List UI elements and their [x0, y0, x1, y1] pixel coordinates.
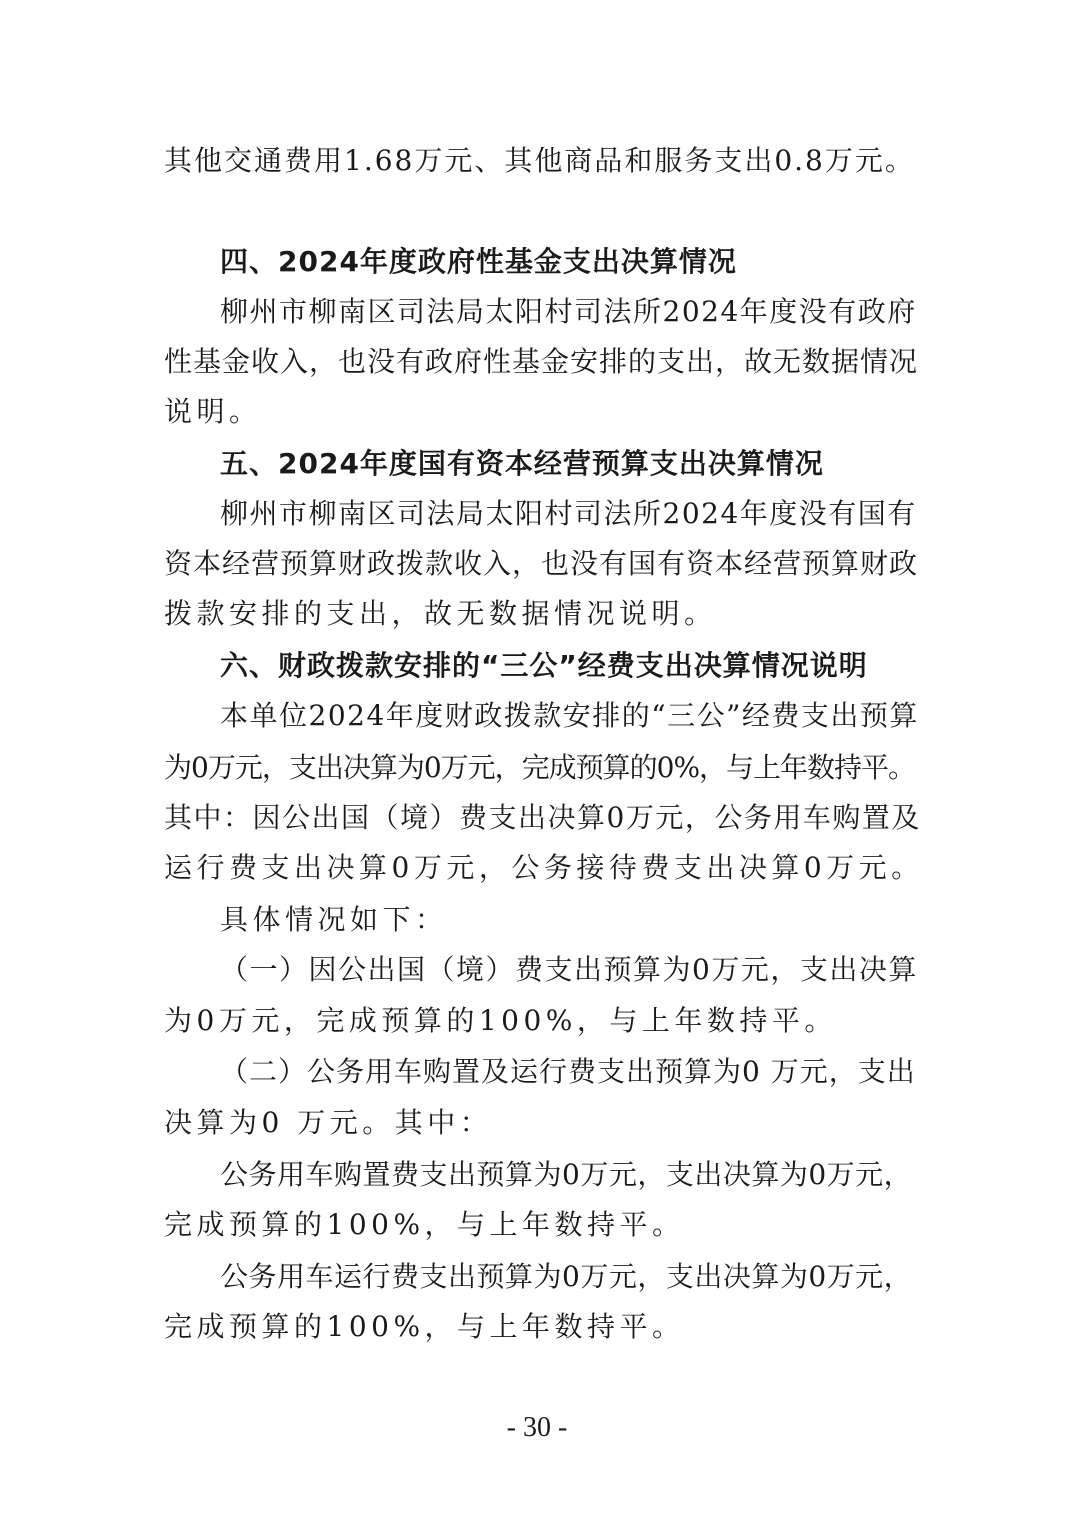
section-heading-4: 四、2024年度政府性基金支出决算情况 — [220, 245, 737, 278]
text-line: 拨款安排的支出，故无数据情况说明。 — [164, 597, 717, 630]
text-line: 柳州市柳南区司法局太阳村司法所2024年度没有政府 — [220, 295, 917, 328]
text-line: 其中：因公出国（境）费支出决算0万元，公务用车购置及 — [164, 801, 921, 834]
text-line: 其他交通费用1.68万元、其他商品和服务支出0.8万元。 — [164, 144, 915, 177]
text-line: 为0万元，完成预算的100%，与上年数持平。 — [164, 1004, 837, 1037]
text-line: （二）公务用车购置及运行费支出预算为0 万元，支出 — [220, 1055, 916, 1088]
text-line: 公务用车运行费支出预算为0万元，支出决算为0万元， — [220, 1260, 913, 1293]
text-line: 完成预算的100%，与上年数持平。 — [164, 1208, 685, 1241]
section-heading-6: 六、财政拨款安排的“三公”经费支出决算情况说明 — [220, 649, 868, 682]
text-line: 为0万元，支出决算为0万元，完成预算的0%，与上年数持平。 — [164, 751, 916, 784]
text-line: 说明。 — [164, 395, 262, 428]
text-line: （一）因公出国（境）费支出预算为0万元，支出决算 — [220, 953, 918, 986]
text-line: 运行费支出决算0万元，公务接待费支出决算0万元。 — [164, 851, 924, 884]
text-line: 性基金收入，也没有政府性基金安排的支出，故无数据情况 — [164, 345, 919, 378]
text-line: 柳州市柳南区司法局太阳村司法所2024年度没有国有 — [220, 497, 917, 530]
page-number: - 30 - — [506, 1412, 568, 1443]
text-line: 公务用车购置费支出预算为0万元，支出决算为0万元， — [220, 1158, 913, 1191]
text-line: 完成预算的100%，与上年数持平。 — [164, 1310, 685, 1343]
text-line: 资本经营预算财政拨款收入，也没有国有资本经营预算财政 — [164, 547, 919, 580]
section-heading-5: 五、2024年度国有资本经营预算支出决算情况 — [220, 447, 824, 480]
text-line: 决算为0 万元。其中： — [164, 1106, 493, 1139]
text-line: 具体情况如下： — [220, 903, 448, 936]
text-line: 本单位2024年度财政拨款安排的“三公”经费支出预算 — [220, 699, 919, 732]
